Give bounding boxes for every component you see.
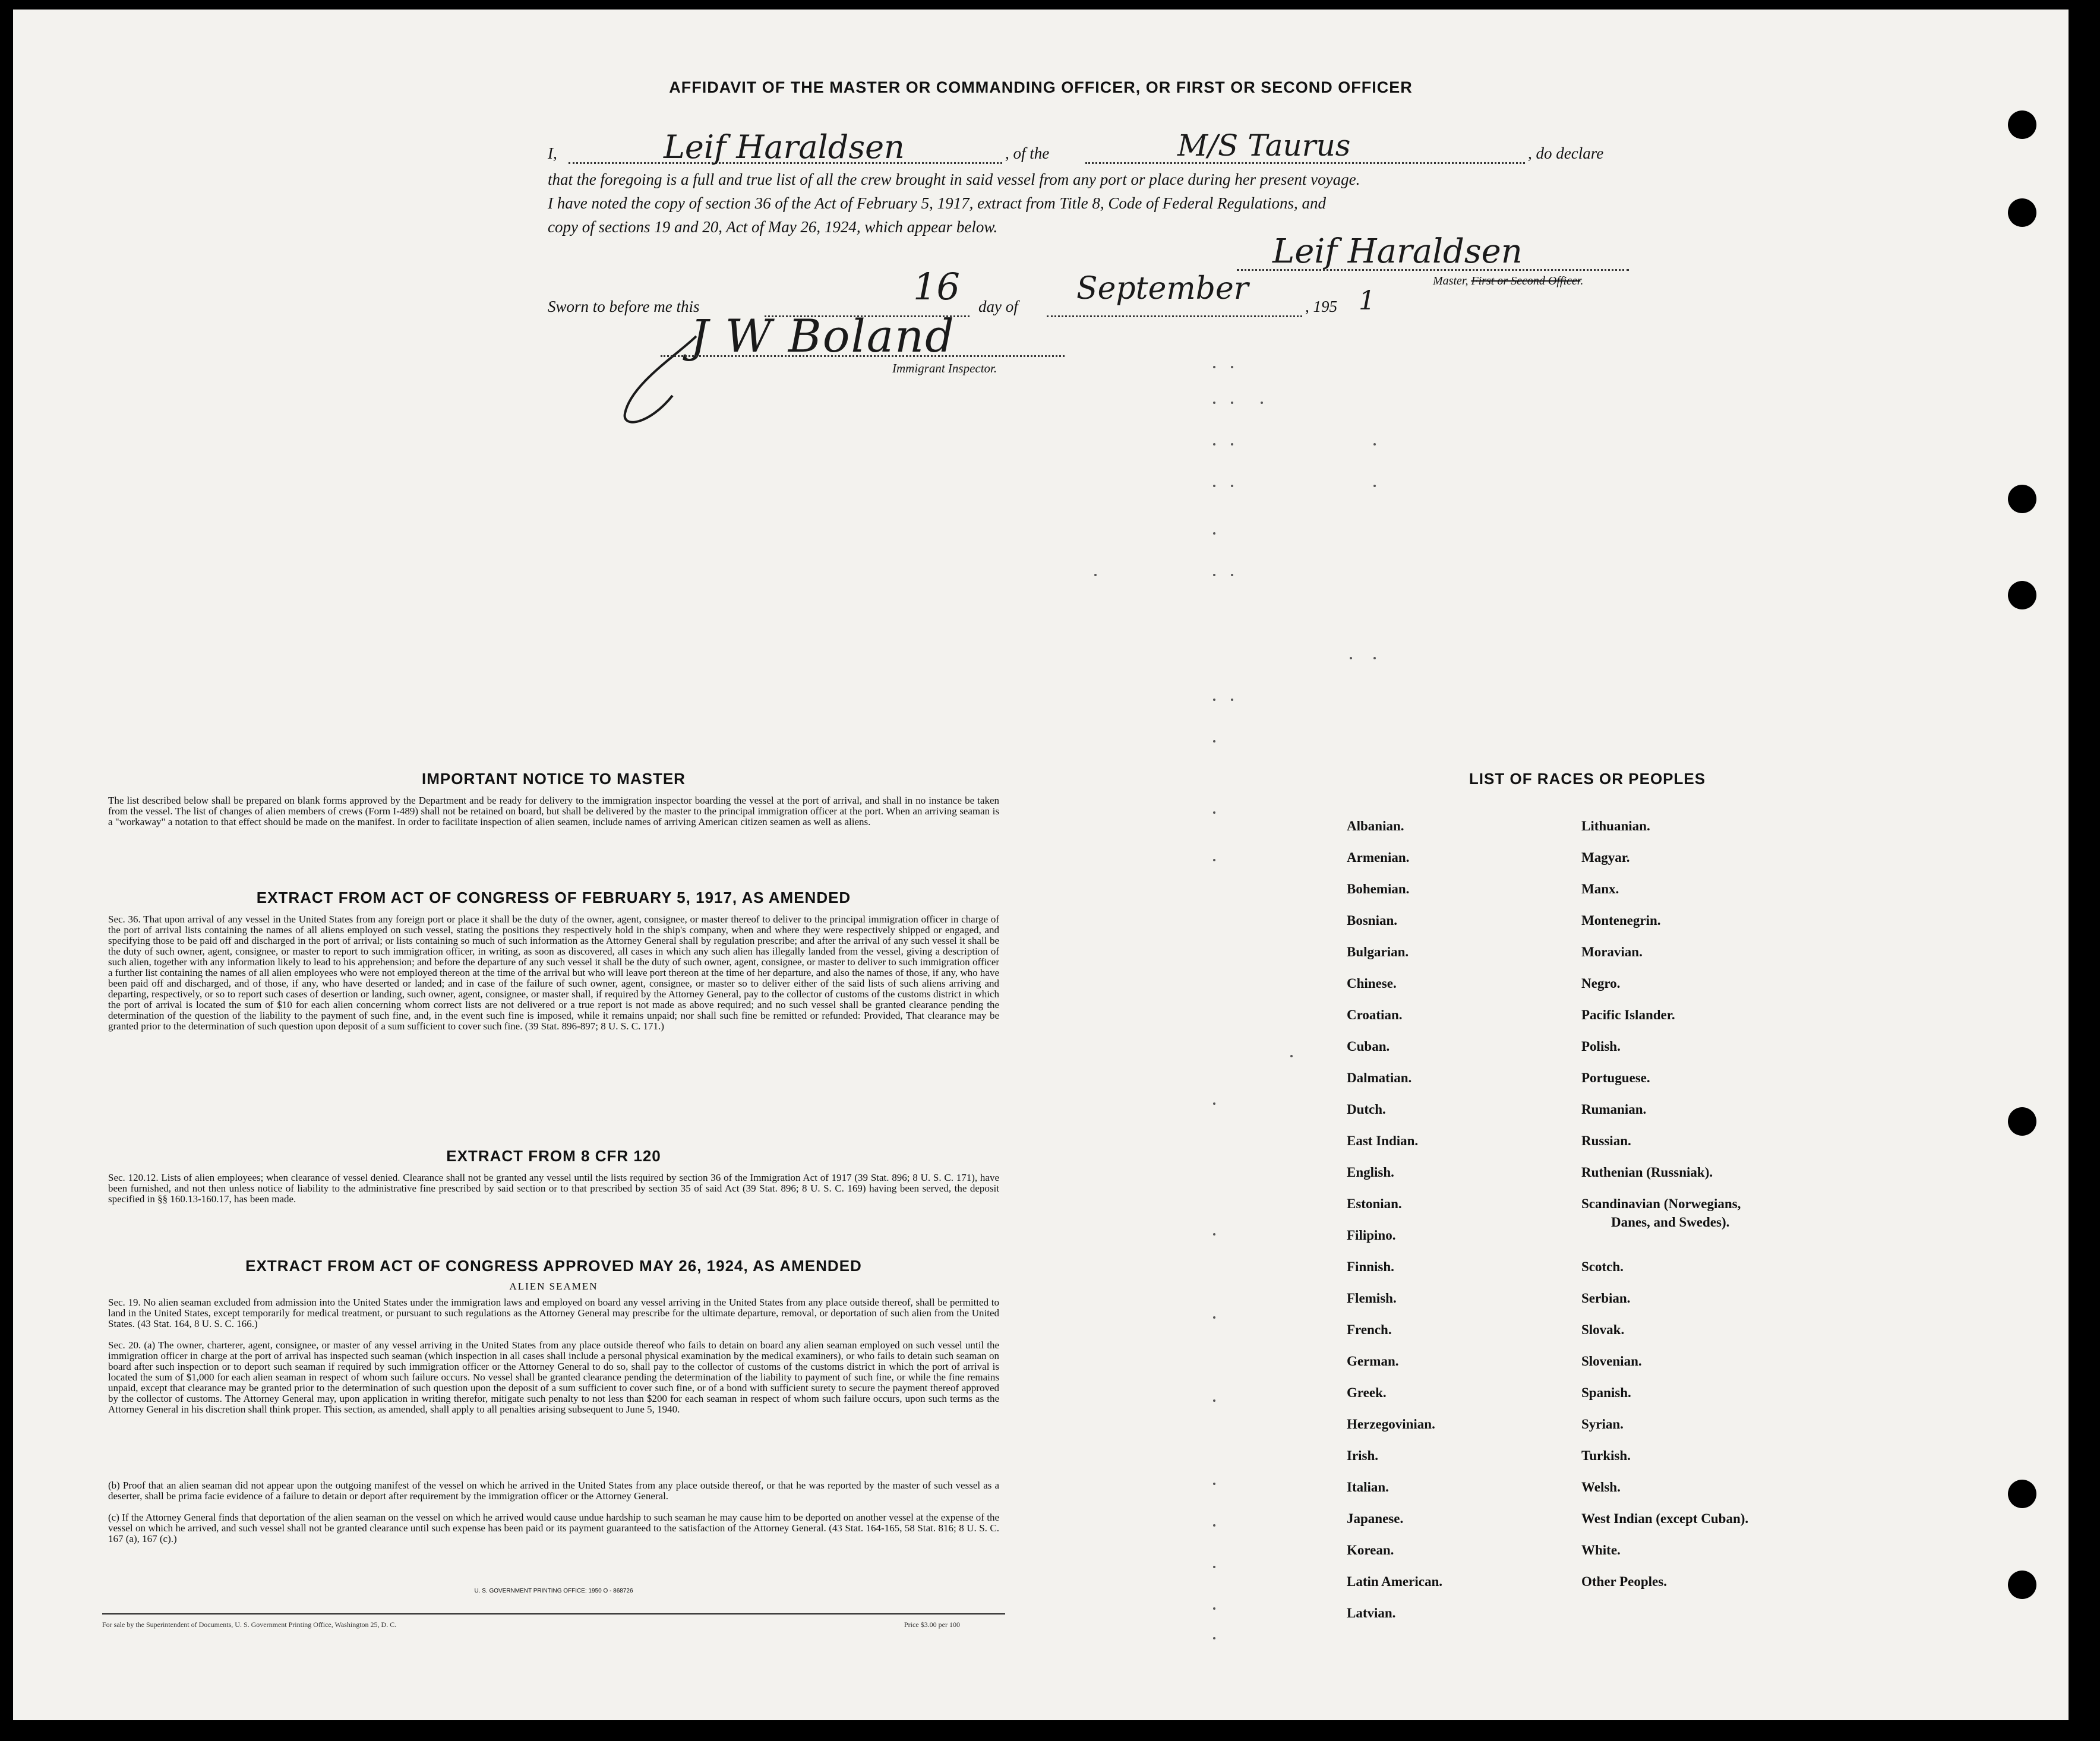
- printer-line: U. S. GOVERNMENT PRINTING OFFICE: 1950 O - 868726: [474, 1588, 633, 1594]
- stray-dot: [1213, 1316, 1215, 1319]
- stray-dot: [1213, 1483, 1215, 1485]
- race-item: Irish.: [1347, 1448, 1379, 1463]
- race-item: Ruthenian (Russniak).: [1581, 1165, 1713, 1180]
- extract-cfr-title: EXTRACT FROM 8 CFR 120: [446, 1147, 661, 1165]
- alien-seamen-subtitle: ALIEN SEAMEN: [509, 1281, 598, 1292]
- punch-hole: [2008, 1480, 2036, 1508]
- race-item: Russian.: [1581, 1133, 1631, 1148]
- race-item: East Indian.: [1347, 1133, 1419, 1148]
- stray-dot: [1213, 366, 1215, 368]
- affidavit-line-4: copy of sections 19 and 20, Act of May 26, 1924, which appear below.: [548, 218, 998, 236]
- race-item: Syrian.: [1581, 1417, 1624, 1432]
- stray-dot: [1213, 1524, 1215, 1527]
- race-item: Herzegovinian.: [1347, 1417, 1435, 1432]
- affidavit-line-2: that the foregoing is a full and true list of all the crew brought in said vessel from any port or place during her present voyage.: [548, 170, 1360, 188]
- i-label: I,: [548, 144, 557, 162]
- extract-1924-sec20a: Sec. 20. (a) The owner, charterer, agent, consignee, or master of any vessel arriving in the United States from any place outside thereof who fails to detain on board any alien seaman employed on such vessel until the immigration officer in charge at the port of arrival has inspected such seaman (which inspection in all cases shall include a personal physical examination by the medical examiners), or who fails to detain such seaman on board after such inspection or to deport such seaman if required by such immigration officer or the Attorney General to do so, shall pay to the collector of customs of the customs district in which the port of arrival is located the sum of $1,000 for each alien seaman in respect of whom such failure occurs. No vessel shall be granted clearance pending the determination of the liability to payment of such fine, or while the fine remains unpaid, except that clearance may be granted prior to the determination of such question upon the deposit of a sum sufficient to cover such fine, or of a bond with sufficient surety to secure the payment thereof approved by the collector of customs. The Attorney General may, upon application in writing therefor, mitigate such penalty to not less than $200 for each seaman in respect of whom such failure occurs, upon such terms as the Attorney General in his discretion shall think proper. This section, as amended, shall apply to all penalties arising subsequent to June 5, 1940.: [108, 1339, 999, 1415]
- race-item: Negro.: [1581, 976, 1621, 991]
- stray-dot: [1213, 699, 1215, 701]
- stray-dot: [1213, 1637, 1215, 1639]
- stray-dot: [1290, 1055, 1293, 1057]
- race-item: Pacific Islander.: [1581, 1007, 1675, 1022]
- race-item: Korean.: [1347, 1543, 1394, 1557]
- stray-dot: [1231, 699, 1233, 701]
- stray-dot: [1213, 1233, 1215, 1236]
- race-item: Lithuanian.: [1581, 819, 1650, 833]
- stray-dot: [1213, 485, 1215, 487]
- stray-dot: [1373, 485, 1376, 487]
- extract-cfr-text: Sec. 120.12. Lists of alien employees; when clearance of vessel denied. Clearance shall not be granted any vessel until the lists required by section 36 of the Immigration Act of 1917 (39 Stat. 896; 8 U. S. C. 171), have been furnished, and not then unless notice of liability to the administrative fine prescribed by said section or to that prescribed by section 35 of said Act (39 Stat. 896; 8 U. S. C. 169) having been served, the deposit specified in §§ 160.13-160.17, has been made.: [108, 1172, 999, 1205]
- signature-flourish: [607, 330, 714, 431]
- notice-title: IMPORTANT NOTICE TO MASTER: [422, 770, 686, 788]
- race-item: Rumanian.: [1581, 1102, 1647, 1117]
- stray-dot: [1261, 402, 1263, 404]
- race-item: Slovak.: [1581, 1322, 1625, 1337]
- race-item: Italian.: [1347, 1480, 1389, 1494]
- race-item: Latvian.: [1347, 1606, 1396, 1620]
- extract-1917-title: EXTRACT FROM ACT OF CONGRESS OF FEBRUARY 5, 1917, AS AMENDED: [256, 889, 851, 906]
- stray-dot: [1231, 366, 1233, 368]
- race-item: Finnish.: [1347, 1259, 1394, 1274]
- race-item: English.: [1347, 1165, 1394, 1180]
- notice-text: The list described below shall be prepared on blank forms approved by the Department and be ready for delivery to the immigration inspector boarding the vessel at the port of arrival, and shall in no instance be taken from the vessel. The list of changes of alien members of crews (Form I-489) shall not be retained on board, but shall be delivered by the master to the principal immigration officer at the port. When an arriving seaman is a "workaway" a notation to that effect should be made on the manifest. In order to facilitate inspection of alien seamen, include names of arriving American citizen seamen as well as aliens.: [108, 795, 999, 827]
- punch-hole: [2008, 581, 2036, 609]
- stray-dot: [1231, 574, 1233, 576]
- stray-dot: [1213, 740, 1215, 742]
- race-item: German.: [1347, 1354, 1399, 1369]
- race-item: Croatian.: [1347, 1007, 1403, 1022]
- races-title: LIST OF RACES OR PEOPLES: [1469, 770, 1706, 788]
- race-item: Other Peoples.: [1581, 1574, 1667, 1589]
- master-label: Master,: [1433, 274, 1469, 287]
- punch-hole: [2008, 485, 2036, 513]
- stray-dot: [1213, 859, 1215, 861]
- race-item: Danes, and Swedes).: [1611, 1215, 1730, 1230]
- stray-dot: [1231, 402, 1233, 404]
- race-item: Slovenian.: [1581, 1354, 1642, 1369]
- stray-dot: [1213, 532, 1215, 535]
- punch-hole: [2008, 110, 2036, 139]
- year-digit: 1: [1359, 286, 1375, 316]
- inspector-signature: J W Boland: [690, 309, 955, 362]
- stray-dot: [1213, 574, 1215, 576]
- stray-dot: [1373, 657, 1376, 659]
- stray-dot: [1213, 811, 1215, 814]
- race-item: Armenian.: [1347, 850, 1410, 865]
- sworn-label: Sworn to before me this: [548, 298, 700, 315]
- extract-1924-title: EXTRACT FROM ACT OF CONGRESS APPROVED MAY 26, 1924, AS AMENDED: [245, 1257, 862, 1275]
- stray-dot: [1373, 443, 1376, 445]
- race-item: Dalmatian.: [1347, 1070, 1412, 1085]
- of-label: , of the: [1005, 144, 1050, 162]
- day-value: 16: [913, 265, 960, 308]
- stray-dot: [1213, 1399, 1215, 1402]
- race-item: Montenegrin.: [1581, 913, 1661, 928]
- extract-1917-text: Sec. 36. That upon arrival of any vessel in the United States from any foreign port or place it shall be the duty of the owner, agent, consignee, or master thereof to deliver to the principal immigration officer in charge of the port of arrival lists containing the names of all aliens employed on such vessel, stating the positions they respectively hold in the ship's company, when and where they were respectively shipped or engaged, and specifying those to be paid off and discharged in the port of arrival; or lists containing so much of such information as the Attorney General shall by regulation prescribe; and after the arrival of any such vessel it shall be the duty of such owner, agent, consignee, or master to report to such immigration officer, in writing, as soon as discovered, all cases in which any such alien has illegally landed from the vessel, giving a description of such alien, together with any information likely to lead to his apprehension; and before the departure of any such vessel it shall be the duty of such owner, agent, consignee, or master to deliver to such immigration officer a further list containing the names of all alien employees who were not employed thereon at the time of the arrival but who will leave port thereon at the time of her departure, and also the names of those, if any, who have been paid off and discharged, and of those, if any, who have deserted or landed; and in case of the failure of such owner, agent, consignee, or master so to deliver either of the said lists of such aliens arriving and departing, respectively, or so to report such cases of desertion or landing, such owner, agent, consignee, or master shall, if required by the Attorney General, pay to the collector of customs of the customs district in which the port of arrival is located the sum of $10 for each alien concerning whom correct lists are not delivered or a true report is not made as above required; and no such vessel shall be granted clearance pending the determination of the question of the liability to the payment of such fine, and, in the event such fine is imposed, while it remains unpaid; nor shall such fine be remitted or refunded: Provided, That clearance may be granted prior to the determination of such question upon deposit of a sum sufficient to cover such fine. (39 Stat. 896-897; 8 U. S. C. 171.): [108, 914, 999, 1032]
- stray-dot: [1213, 1102, 1215, 1105]
- master-title: Master, First or Second Officer.: [1433, 274, 1584, 287]
- officer-name: Leif Haraldsen: [664, 128, 905, 166]
- stray-dot: [1213, 1607, 1215, 1610]
- race-item: Japanese.: [1347, 1511, 1404, 1526]
- race-item: Bulgarian.: [1347, 944, 1409, 959]
- punch-hole: [2008, 1107, 2036, 1136]
- stray-dot: [1213, 443, 1215, 445]
- race-item: Flemish.: [1347, 1291, 1397, 1306]
- punch-hole: [2008, 1571, 2036, 1599]
- affidavit-line-3: I have noted the copy of section 36 of the Act of February 5, 1917, extract from Title 8, Code of Federal Regulations, and: [548, 194, 1327, 212]
- race-item: Scandinavian (Norwegians,: [1581, 1196, 1741, 1211]
- race-item: French.: [1347, 1322, 1392, 1337]
- race-item: Turkish.: [1581, 1448, 1631, 1463]
- stray-dot: [1350, 657, 1352, 659]
- race-item: Albanian.: [1347, 819, 1404, 833]
- race-item: Cuban.: [1347, 1039, 1390, 1054]
- stray-dot: [1231, 443, 1233, 445]
- struck-officer-label: First or Second Officer: [1471, 274, 1581, 287]
- race-item: Serbian.: [1581, 1291, 1631, 1306]
- race-item: Chinese.: [1347, 976, 1397, 991]
- race-item: Welsh.: [1581, 1480, 1621, 1494]
- race-item: Portuguese.: [1581, 1070, 1650, 1085]
- stray-dot: [1231, 485, 1233, 487]
- extract-1924-sec20b: (b) Proof that an alien seaman did not appear upon the outgoing manifest of the vessel on which he arrived in the United States from any place outside thereof, or that he was reported by the master of such vessel as a deserter, shall be prima facie evidence of a failure to detain or deport after requirement by the immigration officer or the Attorney General.: [108, 1480, 999, 1502]
- race-item: Greek.: [1347, 1385, 1387, 1400]
- day-of-label: day of: [978, 298, 1018, 315]
- extract-1924-sec19: Sec. 19. No alien seaman excluded from admission into the United States under the immigration laws and employed on board any vessel arriving in the United States from any place outside thereof, shall be permitted to land in the United States, except temporarily for medical treatment, or pursuant to such regulations as the Attorney General may prescribe for the ultimate departure, removal, or deportation of such alien from the United States. (43 Stat. 164, 8 U. S. C. 166.): [108, 1297, 999, 1329]
- master-signature: Leif Haraldsen: [1272, 232, 1523, 271]
- document-page: [13, 10, 2069, 1720]
- footer-right: Price $3.00 per 100: [904, 1620, 960, 1629]
- race-item: Filipino.: [1347, 1228, 1396, 1243]
- race-item: Scotch.: [1581, 1259, 1624, 1274]
- race-item: Moravian.: [1581, 944, 1643, 959]
- month-value: September: [1076, 271, 1249, 307]
- vessel-name: M/S Taurus: [1177, 128, 1351, 163]
- race-item: Bosnian.: [1347, 913, 1398, 928]
- stray-dot: [1213, 1566, 1215, 1568]
- extract-1924-sec20c: (c) If the Attorney General finds that deportation of the alien seaman on the vessel on which he arrived would cause undue hardship to such seaman he may cause him to be deported on another vessel at the expense of the vessel on which he arrived, and such vessel shall not be granted clearance until such expense has been paid or its payment guaranteed to the satisfaction of the Attorney General. (43 Stat. 164-165, 58 Stat. 816; 8 U. S. C. 167 (a), 167 (c).): [108, 1512, 999, 1544]
- race-item: Estonian.: [1347, 1196, 1402, 1211]
- stray-dot: [1213, 402, 1215, 404]
- punch-hole: [2008, 198, 2036, 227]
- affidavit-title: AFFIDAVIT OF THE MASTER OR COMMANDING OFFICER, OR FIRST OR SECOND OFFICER: [669, 78, 1413, 96]
- declare-label: , do declare: [1528, 144, 1604, 162]
- inspector-label: Immigrant Inspector.: [892, 361, 997, 375]
- footer-left: For sale by the Superintendent of Documents, U. S. Government Printing Office, Washington 25, D. C.: [102, 1620, 397, 1629]
- race-item: Manx.: [1581, 881, 1619, 896]
- race-item: Dutch.: [1347, 1102, 1386, 1117]
- year-prefix: , 195: [1305, 298, 1337, 315]
- race-item: Magyar.: [1581, 850, 1630, 865]
- race-item: West Indian (except Cuban).: [1581, 1511, 1749, 1526]
- race-item: Bohemian.: [1347, 881, 1410, 896]
- race-item: White.: [1581, 1543, 1621, 1557]
- race-item: Latin American.: [1347, 1574, 1442, 1589]
- race-item: Polish.: [1581, 1039, 1621, 1054]
- race-item: Spanish.: [1581, 1385, 1631, 1400]
- stray-dot: [1094, 574, 1097, 576]
